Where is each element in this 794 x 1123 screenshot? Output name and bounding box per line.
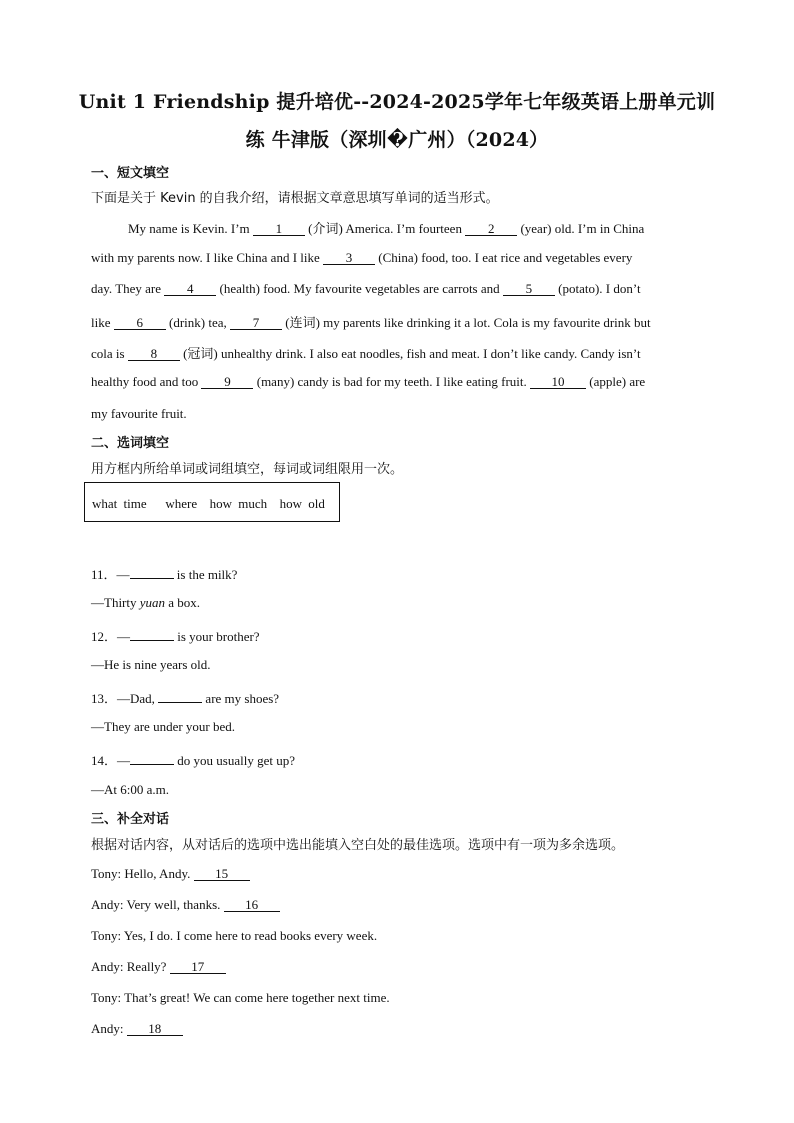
- question-number: 12．—: [91, 629, 131, 644]
- dialogue-line-4: [91, 959, 226, 975]
- answer-12: —He is nine years old.: [91, 657, 211, 672]
- italic-word: yuan: [139, 595, 166, 610]
- blank-3[interactable]: 3: [323, 251, 375, 265]
- answer-blank-12[interactable]: [130, 640, 174, 641]
- dialogue-line-3: Tony: Yes, I do. I come here to read books every week.: [91, 928, 378, 943]
- text: (冠词) unhealthy drink. I also eat noodles, fish and meat. I don’t like candy. Candy isn’t: [179, 346, 641, 361]
- text: (health) food. My favourite vegetables are carrots and: [216, 281, 503, 296]
- text: Andy:: [91, 1021, 127, 1036]
- answer-11: [91, 595, 200, 611]
- text: like: [91, 315, 114, 330]
- section-1-heading: 一、短文填空: [91, 166, 170, 181]
- text: day. They are: [91, 281, 165, 296]
- dialogue-line-1: [91, 866, 250, 882]
- passage-line-6: [91, 374, 645, 390]
- blank-5[interactable]: 5: [503, 282, 555, 296]
- answer-13: —They are under your bed.: [91, 719, 236, 734]
- word-box: [84, 482, 340, 522]
- text: a box.: [165, 595, 201, 610]
- answer-blank-13[interactable]: [158, 702, 202, 703]
- blank-6[interactable]: 6: [114, 316, 166, 330]
- answer-14: —At 6:00 a.m.: [91, 782, 169, 797]
- text: (apple) are: [586, 374, 646, 389]
- word-box-words: what time where how much how old: [92, 496, 325, 511]
- text: (China) food, too. I eat rice and vegetables every: [375, 250, 633, 265]
- passage-line-4: [91, 312, 651, 331]
- dialogue-line-6: [91, 1021, 183, 1037]
- text: is your brother?: [174, 629, 260, 644]
- question-12: [91, 626, 260, 645]
- question-11: [91, 564, 237, 583]
- section-3-instruction: 根据对话内容，从对话后的选项中选出能填入空白处的最佳选项。选项中有一项为多余选项。: [91, 838, 625, 853]
- passage-line-2: [91, 250, 632, 266]
- blank-8[interactable]: 8: [128, 347, 180, 361]
- text: —Thirty: [91, 595, 140, 610]
- text: (year) old. I’m in China: [517, 221, 645, 236]
- answer-blank-11[interactable]: [130, 578, 174, 579]
- blank-17[interactable]: 17: [170, 960, 226, 974]
- passage-line-3: [91, 281, 641, 297]
- document-title-line-2: 练 牛津版（深圳�广州）（2024）: [245, 129, 549, 151]
- question-14: [91, 750, 295, 769]
- text: My name is Kevin. I’m: [128, 221, 253, 236]
- blank-10[interactable]: 10: [530, 375, 586, 389]
- text: (many) candy is bad for my teeth. I like eating fruit.: [253, 374, 531, 389]
- section-2-instruction: 用方框内所给单词或词组填空，每词或词组限用一次。: [91, 462, 404, 477]
- question-13: [91, 688, 279, 707]
- document-title-line-1: Unit 1 Friendship 提升培优--2024-2025学年七年级英语上册单元训: [78, 91, 716, 113]
- text: (连词) my parents like drinking it a lot. Cola is my favourite drink but: [282, 315, 651, 330]
- blank-4[interactable]: 4: [164, 282, 216, 296]
- blank-15[interactable]: 15: [194, 867, 250, 881]
- question-number: 11．—: [91, 567, 130, 582]
- text: (drink) tea,: [165, 315, 231, 330]
- section-1-instruction: 下面是关于 Kevin 的自我介绍，请根据文章意思填写单词的适当形式。: [91, 191, 499, 206]
- blank-18[interactable]: 18: [127, 1022, 183, 1036]
- blank-16[interactable]: 16: [224, 898, 280, 912]
- text: healthy food and too: [91, 374, 202, 389]
- text: do you usually get up?: [174, 753, 295, 768]
- text: are my shoes?: [202, 691, 280, 706]
- text: is the milk?: [173, 567, 238, 582]
- blank-7[interactable]: 7: [230, 316, 282, 330]
- blank-9[interactable]: 9: [201, 375, 253, 389]
- text: with my parents now. I like China and I like: [91, 250, 324, 265]
- text: Tony: Hello, Andy.: [91, 866, 194, 881]
- passage-line-1: [128, 218, 644, 237]
- dialogue-line-2: [91, 897, 280, 913]
- passage-line-7: my favourite fruit.: [91, 406, 187, 421]
- text: Andy: Very well, thanks.: [91, 897, 224, 912]
- text: (potato). I don’t: [554, 281, 641, 296]
- question-number: 14．—: [91, 753, 131, 768]
- question-number: 13．—Dad,: [91, 691, 159, 706]
- dialogue-line-5: Tony: That’s great! We can come here together next time.: [91, 990, 390, 1005]
- text: cola is: [91, 346, 128, 361]
- text: (介词) America. I’m fourteen: [304, 221, 466, 236]
- passage-line-5: [91, 343, 641, 362]
- section-3-heading: 三、补全对话: [91, 812, 170, 827]
- blank-1[interactable]: 1: [253, 222, 305, 236]
- text: Andy: Really?: [91, 959, 170, 974]
- answer-blank-14[interactable]: [130, 764, 174, 765]
- section-2-heading: 二、选词填空: [91, 436, 170, 451]
- blank-2[interactable]: 2: [465, 222, 517, 236]
